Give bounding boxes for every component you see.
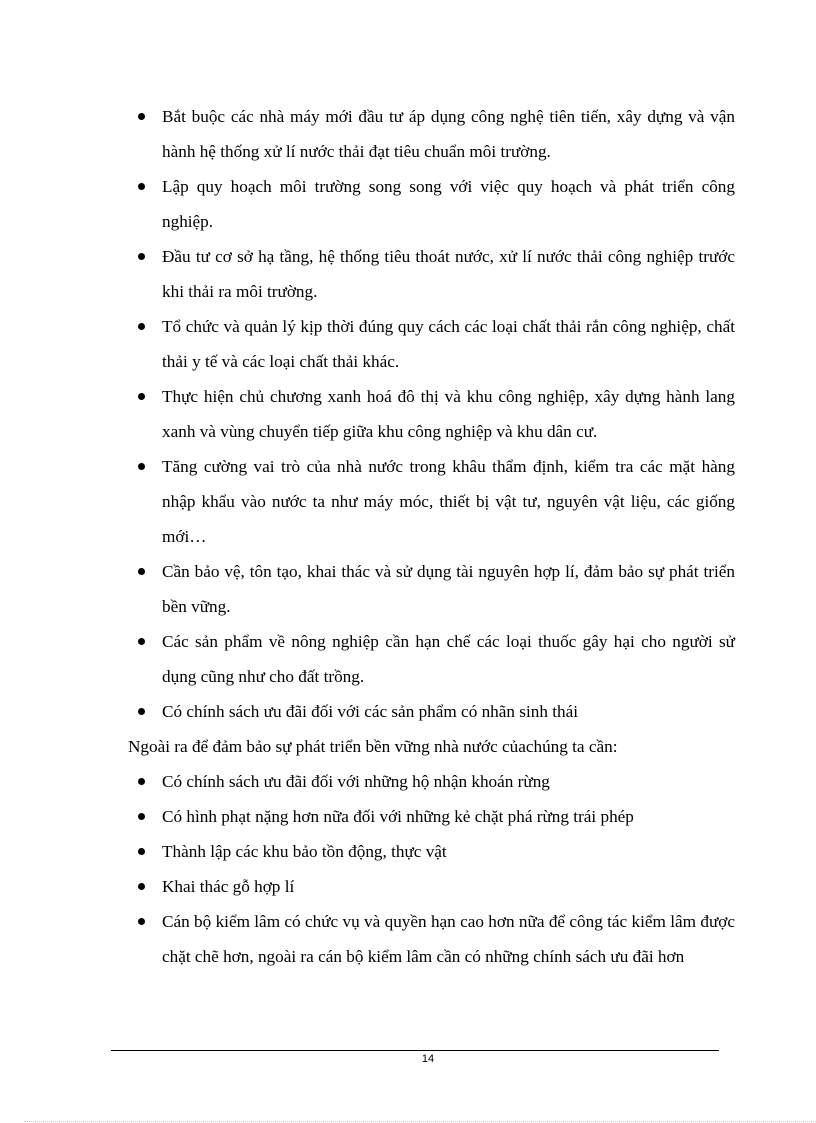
bullet-list-forestry <box>128 764 735 974</box>
list-item-text: Cần bảo vệ, tôn tạo, khai thác và sử dụng tài nguyên hợp lí, đảm bảo sự phát triển bền vững. <box>162 562 735 616</box>
list-item-text: Lập quy hoạch môi trường song song với việc quy hoạch và phát triển công nghiệp. <box>162 177 735 231</box>
list-item <box>128 99 735 169</box>
footer-rule <box>111 1050 719 1051</box>
list-item <box>128 449 735 554</box>
list-item-text: Tăng cường vai trò của nhà nước trong khâu thẩm định, kiểm tra các mặt hàng nhập khẩu vào nước ta như máy móc, thiết bị vật tư, nguyên vật liệu, các giống mới… <box>162 457 735 546</box>
bullet-icon <box>138 813 145 820</box>
bullet-icon <box>138 638 145 645</box>
list-item-text: Khai thác gỗ hợp lí <box>162 877 295 896</box>
list-item <box>128 309 735 379</box>
list-item-text: Bắt buộc các nhà máy mới đầu tư áp dụng công nghệ tiên tiến, xây dựng và vận hành hệ thống xử lí nước thải đạt tiêu chuẩn môi trường. <box>162 107 735 161</box>
list-item <box>128 694 735 729</box>
list-item-text: Có chính sách ưu đãi đối với các sản phẩm có nhãn sinh thái <box>162 702 579 721</box>
list-item <box>128 239 735 309</box>
page-content <box>128 99 735 974</box>
bullet-icon <box>138 323 145 330</box>
bullet-icon <box>138 568 145 575</box>
list-item <box>128 764 735 799</box>
list-item <box>128 799 735 834</box>
list-item <box>128 379 735 449</box>
list-item-text: Thành lập các khu bảo tồn động, thực vật <box>162 842 447 861</box>
list-item-text: Đầu tư cơ sở hạ tầng, hệ thống tiêu thoát nước, xử lí nước thải công nghiệp trước khi thải ra môi trường. <box>162 247 735 301</box>
list-item-text: Thực hiện chủ chương xanh hoá đô thị và khu công nghiệp, xây dựng hành lang xanh và vùng chuyển tiếp giữa khu công nghiệp và khu dân cư. <box>162 387 735 441</box>
bullet-icon <box>138 393 145 400</box>
bullet-list-policies <box>128 99 735 729</box>
bullet-icon <box>138 183 145 190</box>
list-item-text: Tổ chức và quản lý kịp thời đúng quy cách các loại chất thải rắn công nghiệp, chất thải y tế và các loại chất thải khác. <box>162 317 735 371</box>
page-number: 14 <box>421 1053 435 1065</box>
list-item <box>128 554 735 624</box>
list-item <box>128 869 735 904</box>
bullet-icon <box>138 113 145 120</box>
bullet-icon <box>138 463 145 470</box>
bullet-icon <box>138 708 145 715</box>
intro-paragraph: Ngoài ra để đảm bảo sự phát triển bền vững nhà nước củachúng ta cần: <box>128 737 618 756</box>
list-item <box>128 624 735 694</box>
bullet-icon <box>138 253 145 260</box>
list-item-text: Có chính sách ưu đãi đối với những hộ nhận khoán rừng <box>162 772 550 791</box>
bullet-icon <box>138 848 145 855</box>
list-item-text: Cán bộ kiểm lâm có chức vụ và quyền hạn cao hơn nữa để công tác kiểm lâm được chặt chẽ hơn, ngoài ra cán bộ kiểm lâm cần có những chính sách ưu đãi hơn <box>162 912 735 966</box>
list-item <box>128 904 735 974</box>
bullet-icon <box>138 918 145 925</box>
list-item-text: Có hình phạt nặng hơn nữa đối với những kẻ chặt phá rừng trái phép <box>162 807 634 826</box>
page-edge-divider <box>24 1121 816 1122</box>
bullet-icon <box>138 883 145 890</box>
list-item <box>128 169 735 239</box>
list-item <box>128 834 735 869</box>
bullet-icon <box>138 778 145 785</box>
list-item-text: Các sản phẩm về nông nghiệp cần hạn chế các loại thuốc gây hại cho người sử dụng cũng như cho đất trồng. <box>162 632 735 686</box>
